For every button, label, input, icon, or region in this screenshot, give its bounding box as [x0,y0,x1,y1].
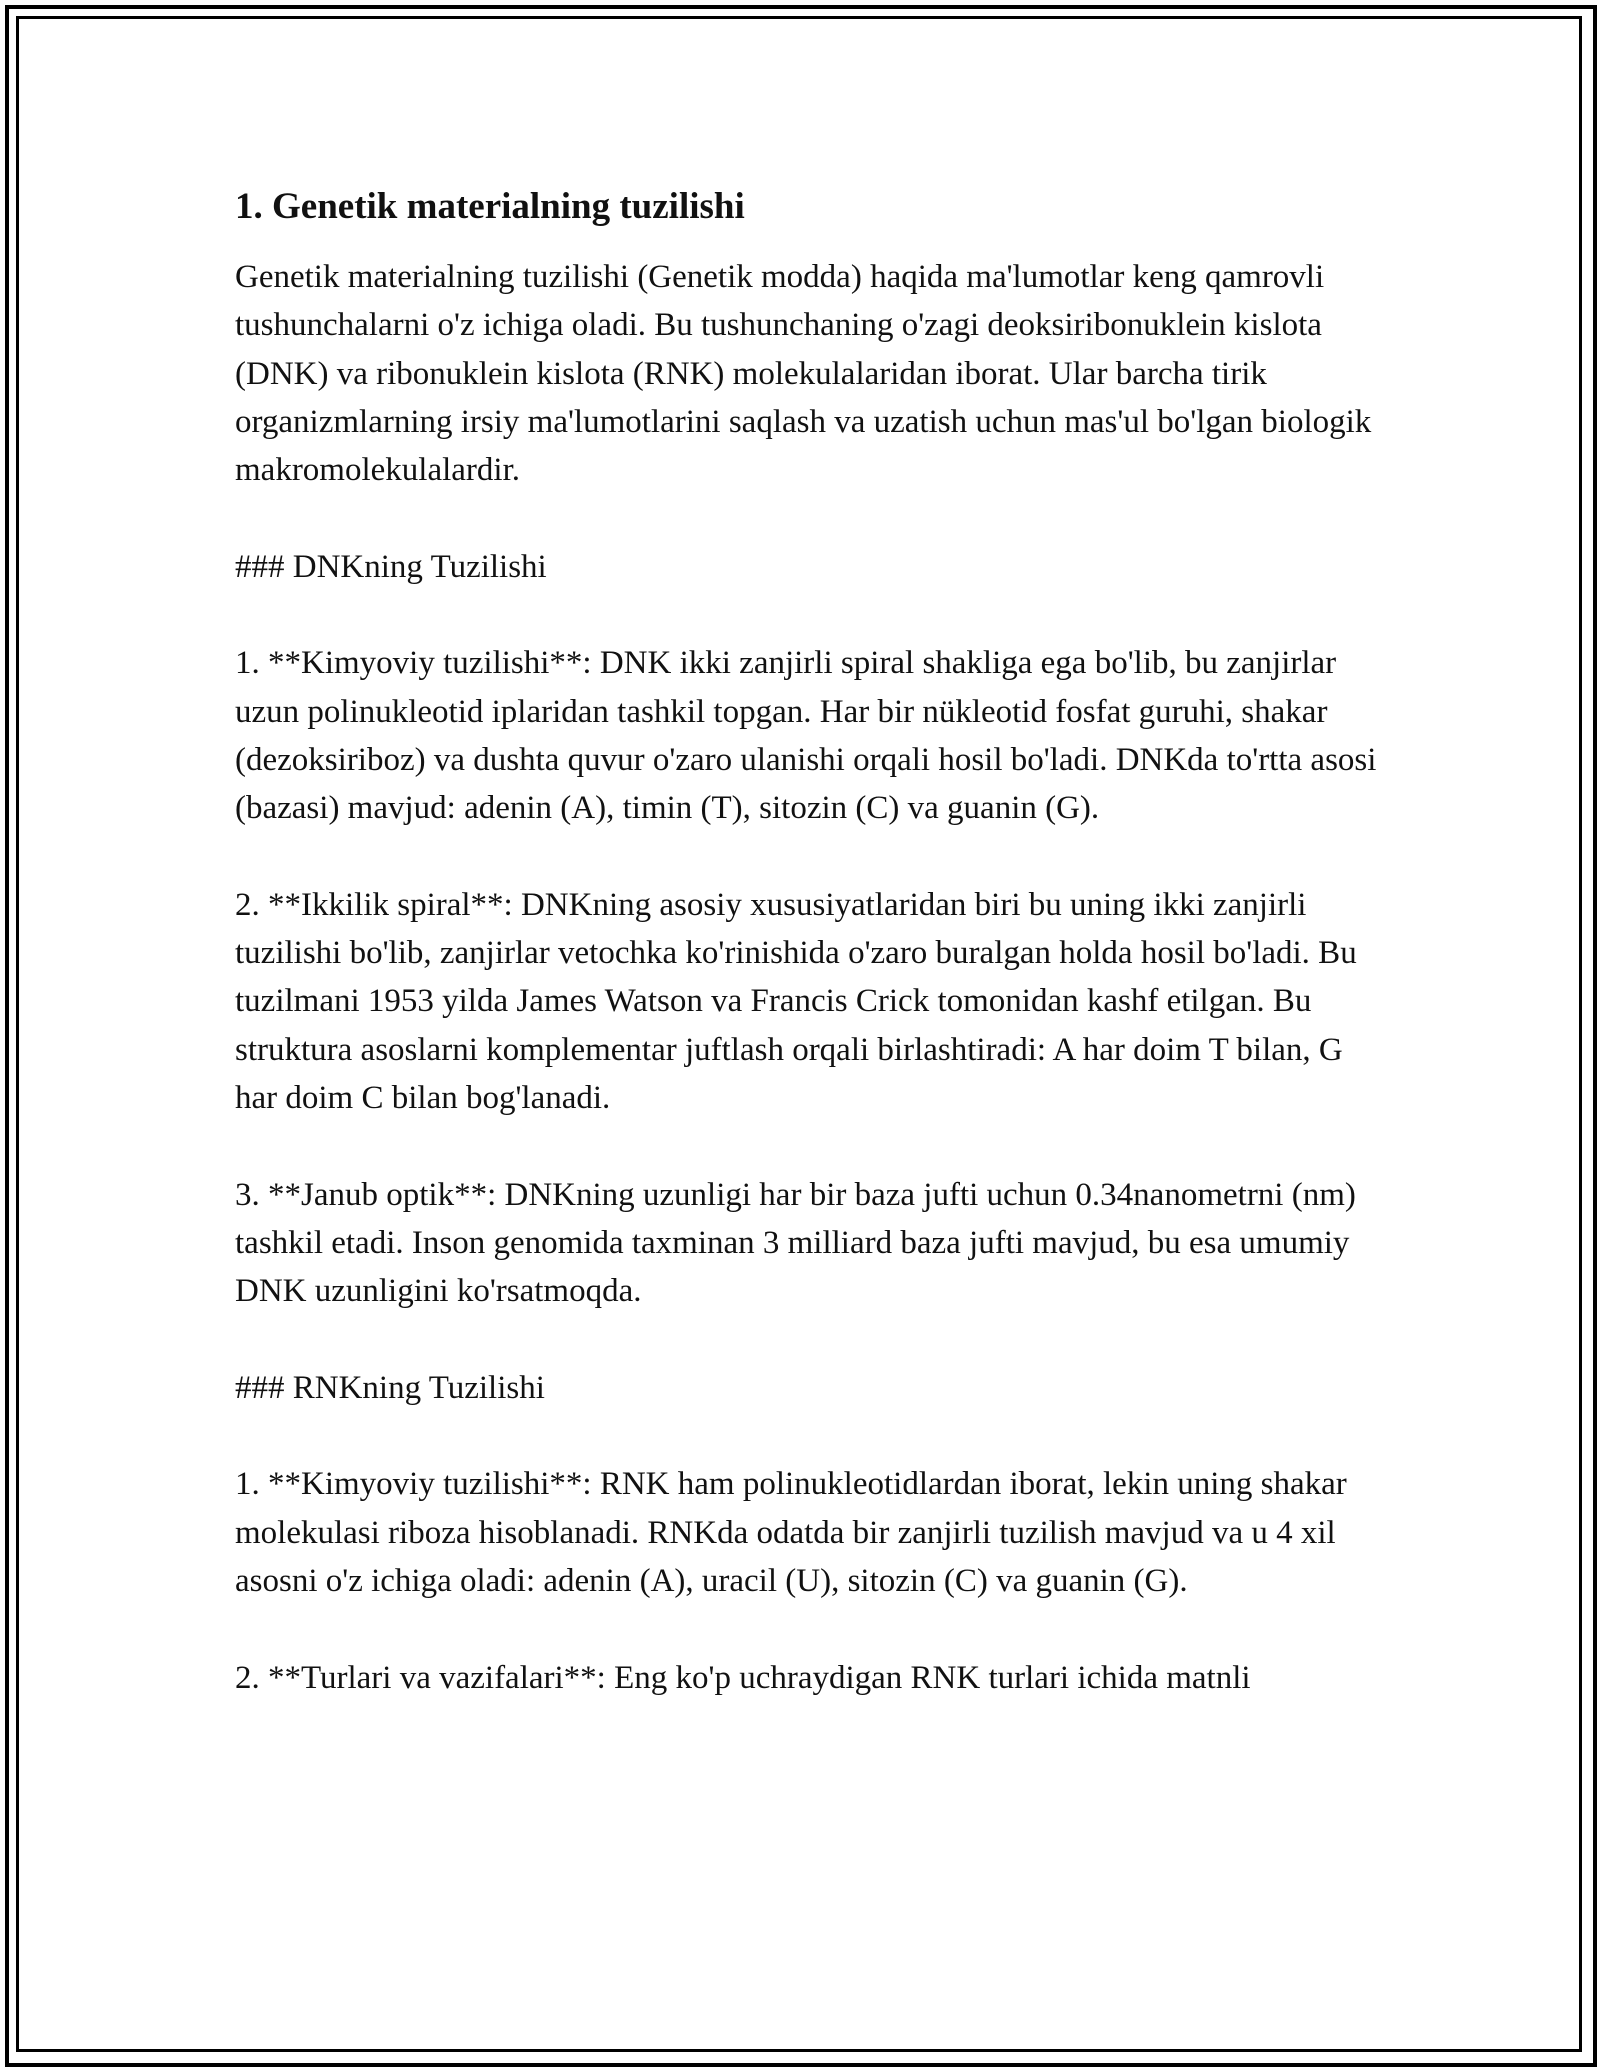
intro-paragraph: Genetik materialning tuzilishi (Genetik modda) haqida ma'lumotlar keng qamrovli tushunchalarni o'z ichiga oladi. Bu tushunchaning o'zagi deoksiribonuklein kislota (DNK) va ribonuklein kislota (RNK) molekulalaridan iborat. Ular barcha tirik organizmlarning irsiy ma'lumotlarini saqlash va uzatish uchun mas'ul bo'lgan biologik makromolekulalardir. [235,259,1372,489]
paragraph-spacer [235,591,1380,639]
dnk-section-heading: ### DNKning Tuzilishi [235,548,547,585]
rnk-section-heading: ### RNKning Tuzilishi [235,1369,545,1406]
paragraph-spacer [235,1412,1380,1460]
paragraph-spacer [235,833,1380,881]
paragraph-spacer [235,1122,1380,1170]
dnk-item-2: 2. **Ikkilik spiral**: DNKning asosiy xususiyatlaridan biri bu uning ikki zanjirli tuzilishi bo'lib, zanjirlar vetochka ko'rinishida o'zaro buralgan holda hosil bo'ladi. Bu tuzilmani 1953 yilda James Watson va Francis Crick tomonidan kashf etilgan. Bu struktura asoslarni komplementar juftlash orqali birlashtiradi: A har doim T bilan, G har doim C bilan bog'lanadi. [235,886,1357,1117]
paragraph-spacer [235,1316,1380,1364]
rnk-item-1: 1. **Kimyoviy tuzilishi**: RNK ham polinukleotidlardan iborat, lekin uning shakar molekulasi riboza hisoblanadi. RNKda odatda bir zanjirli tuzilish mavjud va u 4 xil asosni o'z ichiga oladi: adenin (A), uracil (U), sitozin (C) va guanin (G). [235,1466,1347,1600]
dnk-item-3: 3. **Janub optik**: DNKning uzunligi har bir baza jufti uchun 0.34nanometrni (nm) tashkil etadi. Inson genomida taxminan 3 milliard baza jufti mavjud, bu esa umumiy DNK uzunligini ko'rsatmoqda. [235,1176,1356,1310]
rnk-item-2: 2. **Turlari va vazifalari**: Eng ko'p uchraydigan RNK turlari ichida matnli [235,1659,1251,1696]
document-body [235,185,1380,1702]
document-title: 1. Genetik materialning tuzilishi [235,186,745,227]
dnk-item-1: 1. **Kimyoviy tuzilishi**: DNK ikki zanjirli spiral shakliga ega bo'lib, bu zanjirlar uzun polinukleotid iplaridan tashkil topgan. Har bir nükleotid fosfat guruhi, shakar (dezoksiriboz) va dushta quvur o'zaro ulanishi orqali hosil bo'ladi. DNKda to'rtta asosi (bazasi) mavjud: adenin (A), timin (T), sitozin (C) va guanin (G). [235,645,1377,827]
paragraph-spacer [235,1605,1380,1653]
paragraph-spacer [235,494,1380,542]
